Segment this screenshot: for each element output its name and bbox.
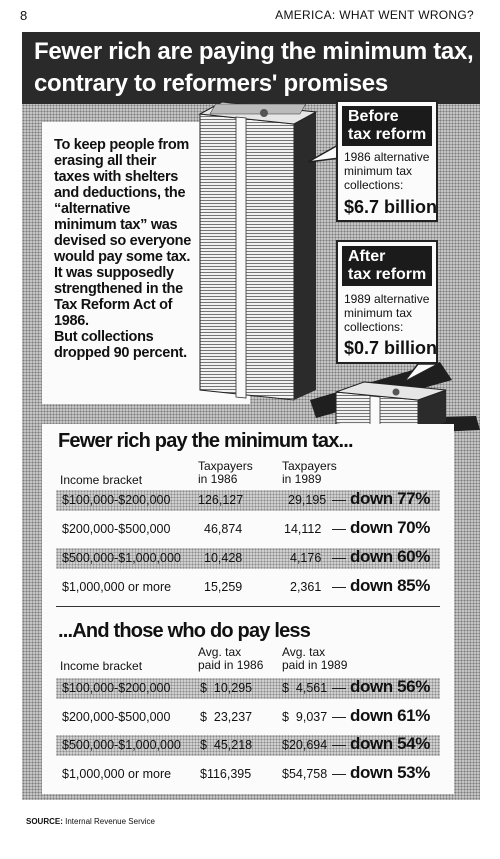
source-label: SOURCE: (26, 817, 63, 826)
table2-dash: — (332, 765, 346, 781)
table1-value-1989: 2,361 (290, 580, 322, 594)
table2-header-1986-line1: Avg. tax (198, 645, 242, 659)
after-callout-body (344, 292, 429, 334)
table2-header-1986-line2: paid in 1986 (198, 658, 264, 672)
source-line (26, 817, 155, 826)
before-callout-title (342, 106, 432, 146)
table2-value-1986: $116,395 (200, 767, 252, 781)
table1-header-1986 (198, 460, 253, 486)
table2-header-1986 (198, 646, 263, 672)
table1-value-1989: 4,176 (290, 551, 322, 565)
intro-line: taxes with shelters (54, 169, 179, 185)
intro-line: But collections (54, 329, 154, 345)
table1-bracket: $100,000-$200,000 (62, 493, 171, 507)
intro-line: It was supposedly (54, 265, 174, 281)
table1-header-1989-line2: in 1989 (282, 472, 322, 486)
intro-line: strengthened in the (54, 281, 183, 297)
table1-change: down 85% (350, 576, 430, 595)
table2-bracket: $1,000,000 or more (62, 767, 172, 781)
table2-change: down 56% (350, 677, 430, 696)
table2-header-bracket: Income bracket (60, 659, 143, 673)
before-body-line: collections: (344, 178, 404, 192)
intro-line: devised so everyone (54, 233, 191, 249)
before-title-line-1: Before (348, 108, 399, 125)
table2-value-1986: $ 23,237 (200, 710, 253, 724)
intro-line: minimum tax” was (54, 217, 178, 233)
table2-change: down 61% (350, 706, 430, 725)
headline-band (22, 32, 480, 104)
source-text: Internal Revenue Service (65, 817, 155, 826)
table1-dash: — (332, 520, 346, 536)
before-callout-body (344, 150, 429, 192)
after-body-line: minimum tax (344, 306, 413, 320)
table2-value-1989: $ 9,037 (282, 710, 328, 724)
table1-change: down 60% (350, 547, 430, 566)
before-body-line: 1986 alternative (344, 150, 430, 164)
table2-change: down 54% (350, 734, 430, 753)
intro-line: To keep people from (54, 137, 190, 153)
table2-value-1989: $54,758 (282, 767, 328, 781)
table1-value-1986: 15,259 (204, 580, 243, 594)
before-callout (336, 100, 438, 222)
table2-header-1989 (282, 646, 347, 672)
table1-dash: — (332, 549, 346, 565)
table2-header-1989-line2: paid in 1989 (282, 658, 348, 672)
intro-line: would pay some tax. (54, 249, 191, 265)
table1-header-1989-line1: Taxpayers (282, 459, 337, 473)
intro-line: 1986. (54, 313, 89, 329)
after-title-line-1: After (348, 248, 386, 265)
running-head: AMERICA: WHAT WENT WRONG? (275, 8, 474, 22)
table1-value-1989: 14,112 (284, 522, 322, 536)
table1-dash: — (332, 578, 346, 594)
table1-value-1989: 29,195 (288, 493, 327, 507)
intro-line: dropped 90 percent. (54, 345, 187, 361)
intro-line: Tax Reform Act of (54, 297, 173, 313)
table1-value-1986: 10,428 (204, 551, 243, 565)
after-amount: $0.7 billion (344, 338, 438, 358)
table1-change: down 77% (350, 489, 430, 508)
table1-bracket: $1,000,000 or more (62, 580, 172, 594)
table1-value-1986: 46,874 (204, 522, 243, 536)
headline-line-2: contrary to reformers' promises (34, 70, 388, 97)
table2-bracket: $200,000-$500,000 (62, 710, 171, 724)
intro-line: and deductions, the (54, 185, 186, 201)
table2-dash: — (332, 679, 346, 695)
page-number: 8 (20, 8, 28, 23)
table1-title: Fewer rich pay the minimum tax... (58, 430, 353, 452)
table2-bracket: $100,000-$200,000 (62, 681, 171, 695)
table2-bracket: $500,000-$1,000,000 (62, 738, 181, 752)
before-body-line: minimum tax (344, 164, 413, 178)
headline-line-1: Fewer rich are paying the minimum tax, (34, 38, 474, 65)
intro-line: “alternative (54, 201, 131, 217)
table2-dash: — (332, 736, 346, 752)
table1-header-1986-line2: in 1986 (198, 472, 238, 486)
after-title-line-2: tax reform (348, 266, 427, 283)
table2-change: down 53% (350, 763, 430, 782)
before-amount: $6.7 billion (344, 197, 438, 217)
table1-header-1986-line1: Taxpayers (198, 459, 253, 473)
table1-bracket: $500,000-$1,000,000 (62, 551, 181, 565)
after-body-line: 1989 alternative (344, 292, 430, 306)
after-body-line: collections: (344, 320, 404, 334)
table-divider (56, 606, 440, 607)
table2-header-1989-line1: Avg. tax (282, 645, 326, 659)
table1-dash: — (332, 491, 346, 507)
table2-value-1989: $ 4,561 (282, 681, 328, 695)
table1-change: down 70% (350, 518, 430, 537)
after-callout-title (342, 246, 432, 286)
table2-dash: — (332, 708, 346, 724)
intro-line: erasing all their (54, 153, 157, 169)
table1-header-bracket: Income bracket (60, 473, 143, 487)
tall-money-stack (200, 102, 316, 400)
after-callout (336, 240, 438, 364)
table2-value-1986: $ 45,218 (200, 738, 253, 752)
table1-bracket: $200,000-$500,000 (62, 522, 171, 536)
table1-header-1989 (282, 460, 337, 486)
table1-value-1986: 126,127 (198, 493, 244, 507)
table2-title: ...And those who do pay less (58, 620, 311, 642)
before-title-line-2: tax reform (348, 126, 427, 143)
table2-value-1989: $20,694 (282, 738, 328, 752)
table2-value-1986: $ 10,295 (200, 681, 253, 695)
